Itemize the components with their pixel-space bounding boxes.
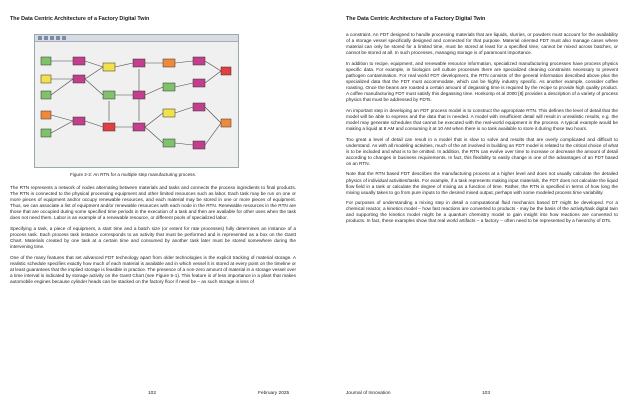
right-footer-journal: Journal of Innovation (346, 391, 391, 396)
toolbar-icon (50, 36, 54, 40)
task-node (73, 75, 85, 83)
task-node (73, 57, 85, 65)
paragraph: a constraint. An FDT designed to handle processing materials that are liquids, slurries, or powders must account for the availability of a storage vessel specifically designed and connected for that purpose. Material oriented FDT must also manage cases where material can only be stored for a limited time, must be stored at least for a specified time, cannot be mixed across batches, or cannot be stored at all. In such processes, managing storage is of paramount importance. (346, 32, 618, 56)
resource-node (221, 67, 231, 75)
resource-node (163, 59, 175, 67)
task-node (73, 117, 85, 125)
task-node (133, 123, 145, 131)
resource-node (41, 75, 51, 83)
left-page-header: The Data Centric Architecture of a Factory Digital Twin (10, 16, 150, 22)
paragraph: Note that the RTN based FDT describes the manufacturing process at a higher level and does not usually calculate the detailed physics of individual activities/tasks. For example, if a task represents making input materials, the FDT does not calculate the liquid flow field in a tank or calculate the degree of mixing as a function of time. Rather, the RTN is specified in terms of how long the mixing usually takes to go from pure inputs to the desired mixed output, perhaps with some modeled process time variability. (346, 171, 618, 195)
resource-node (103, 123, 115, 131)
left-footer-date: February 2025 (258, 391, 290, 396)
resource-node (163, 139, 175, 147)
right-page (309, 0, 618, 400)
resource-node (41, 129, 51, 137)
paragraph: The RTN represents a network of nodes alternating between materials and tasks and connects the process ingredients to final products. The RTN is connected to the physical processing equipment and other limited resources such as labor. Each task may be run on one or more pieces of equipment and/or occupy renewable resources, and each material may be stored in one or more pieces of equipment. Thus, we can associate a list of equipment and/or renewable resources with each node in the RTN. Renewable resources in the RTN are those that are occupied during some specified time periods in the execution of a task and then are available for other uses when the task does not need them. Labor is an example of a renewable resource, or different pools of specialized labor. (10, 185, 296, 221)
rtn-nodes (41, 57, 231, 149)
paragraph: Specifying a task, a piece of equipment, a start time and a batch size (or extent for rate processes) fully determines an instance of a process task. Each process task instance corresponds to an activity that must be performed and is represented as a box on the Gantt Chart. Materials created by one task at a certain time and consumed by another task later must be stored somewhere during the intervening time. (10, 225, 296, 250)
right-body (346, 32, 618, 229)
task-node (193, 103, 205, 111)
resource-node (163, 83, 175, 91)
task-node (193, 57, 205, 65)
paragraph: One of the many features that set advanced FDT technology apart from older technologies is the explicit tracking of material storage. A realistic schedule specifies exactly how much of each material is available and in which vessel it is stored at every point on the timeline or at least guarantees that the implied storage is feasible in practice. The presence of a non-zero amount of material in a storage vessel over a time interval is indicated by storage activity on the Gantt Chart (see Figure 5-1). This feature is of less importance in a plant that makes automobile engines because cylinder heads can be stacked on the factory floor if need be – as such storage is less of (10, 254, 296, 285)
figure-toolbar (35, 35, 238, 42)
toolbar-icon (44, 36, 48, 40)
toolbar-icon (62, 36, 66, 40)
task-node (133, 59, 145, 67)
left-body (10, 185, 296, 290)
task-node (193, 79, 205, 87)
resource-node (163, 109, 175, 117)
paragraph: In addition to recipe, equipment, and renewable resource information, specialized manufacturing processes have process physics specific data. For example, in biologics cell culture processes there are specialized cleaning constraints necessary to prevent pathogen contamination. For real world FDT development, the RTN consists of the general information described above plus the specialized data that the FDT must accommodate, which can be highly industry specific. As another example, consider coffee roasting. Once the beans are roasted a certain amount of degassing time is required by the recipe to provide high quality product. A coffee manufacturing FDT must satisfy this degassing time. Honkomp et al 2000 [8] provides a description of a variety of process physics that must be addressed by FDTs. (346, 60, 618, 103)
toolbar-icon (56, 36, 60, 40)
resource-node (103, 63, 115, 71)
task-node (193, 141, 205, 149)
resource-node (41, 57, 51, 65)
resource-node (41, 91, 51, 99)
paragraph: For purposes of understanding a mixing step in detail a computational fluid mechanics based DT might be developed. For a chemical reactor, a kinetics model – how fast reactions are converted to products - may be the basis of the activity/task digital twin and supporting the kinetics model might be a quantum chemistry model to gain insight into how reactions are converted to products. In fact, these examples show that real world artifacts – a factory -- often need to be represented by a hierarchy of DTs. (346, 200, 618, 224)
resource-node (221, 119, 231, 127)
rtn-figure (34, 34, 239, 168)
resource-node (103, 91, 115, 99)
paragraph: Too great a level of detail can result in a model that is slow to solve and results that are overly complicated and difficult to understand. As with all modeling activities, much of the art involved in building an FDT model is related to the critical choice of what is to be included and what is to be omitted. In addition, the RTN can evolve over time to increase or decrease the amount of detail according to changes in business requirements. In fact, this flexibility to easily change is one of the advantages of an FDT based on an RTN. (346, 136, 618, 166)
right-page-header: The Data Centric Architecture of a Factory Digital Twin (346, 16, 486, 22)
resource-node (41, 111, 51, 119)
figure-caption: Figure 2-2: An RTN for a multiple step manufacturing process. (70, 172, 197, 177)
right-page-number: 103 (482, 391, 491, 396)
toolbar-icon (38, 36, 42, 40)
task-node (133, 91, 145, 99)
paragraph: An important step in developing an FDT process model is to construct the appropriate RTN. This defines the level of detail that the model will be able to express and the data that is needed. A model with insufficient detail will result in unrealistic results, e.g. the model may generate schedules that cannot be executed with the real-world equipment in the process. A typical example would be making a liquid at 8 AM and consuming it at 10 AM when there is no tank available to store it during those two hours. (346, 107, 618, 132)
left-page-number: 102 (148, 391, 157, 396)
rtn-diagram (37, 43, 236, 165)
